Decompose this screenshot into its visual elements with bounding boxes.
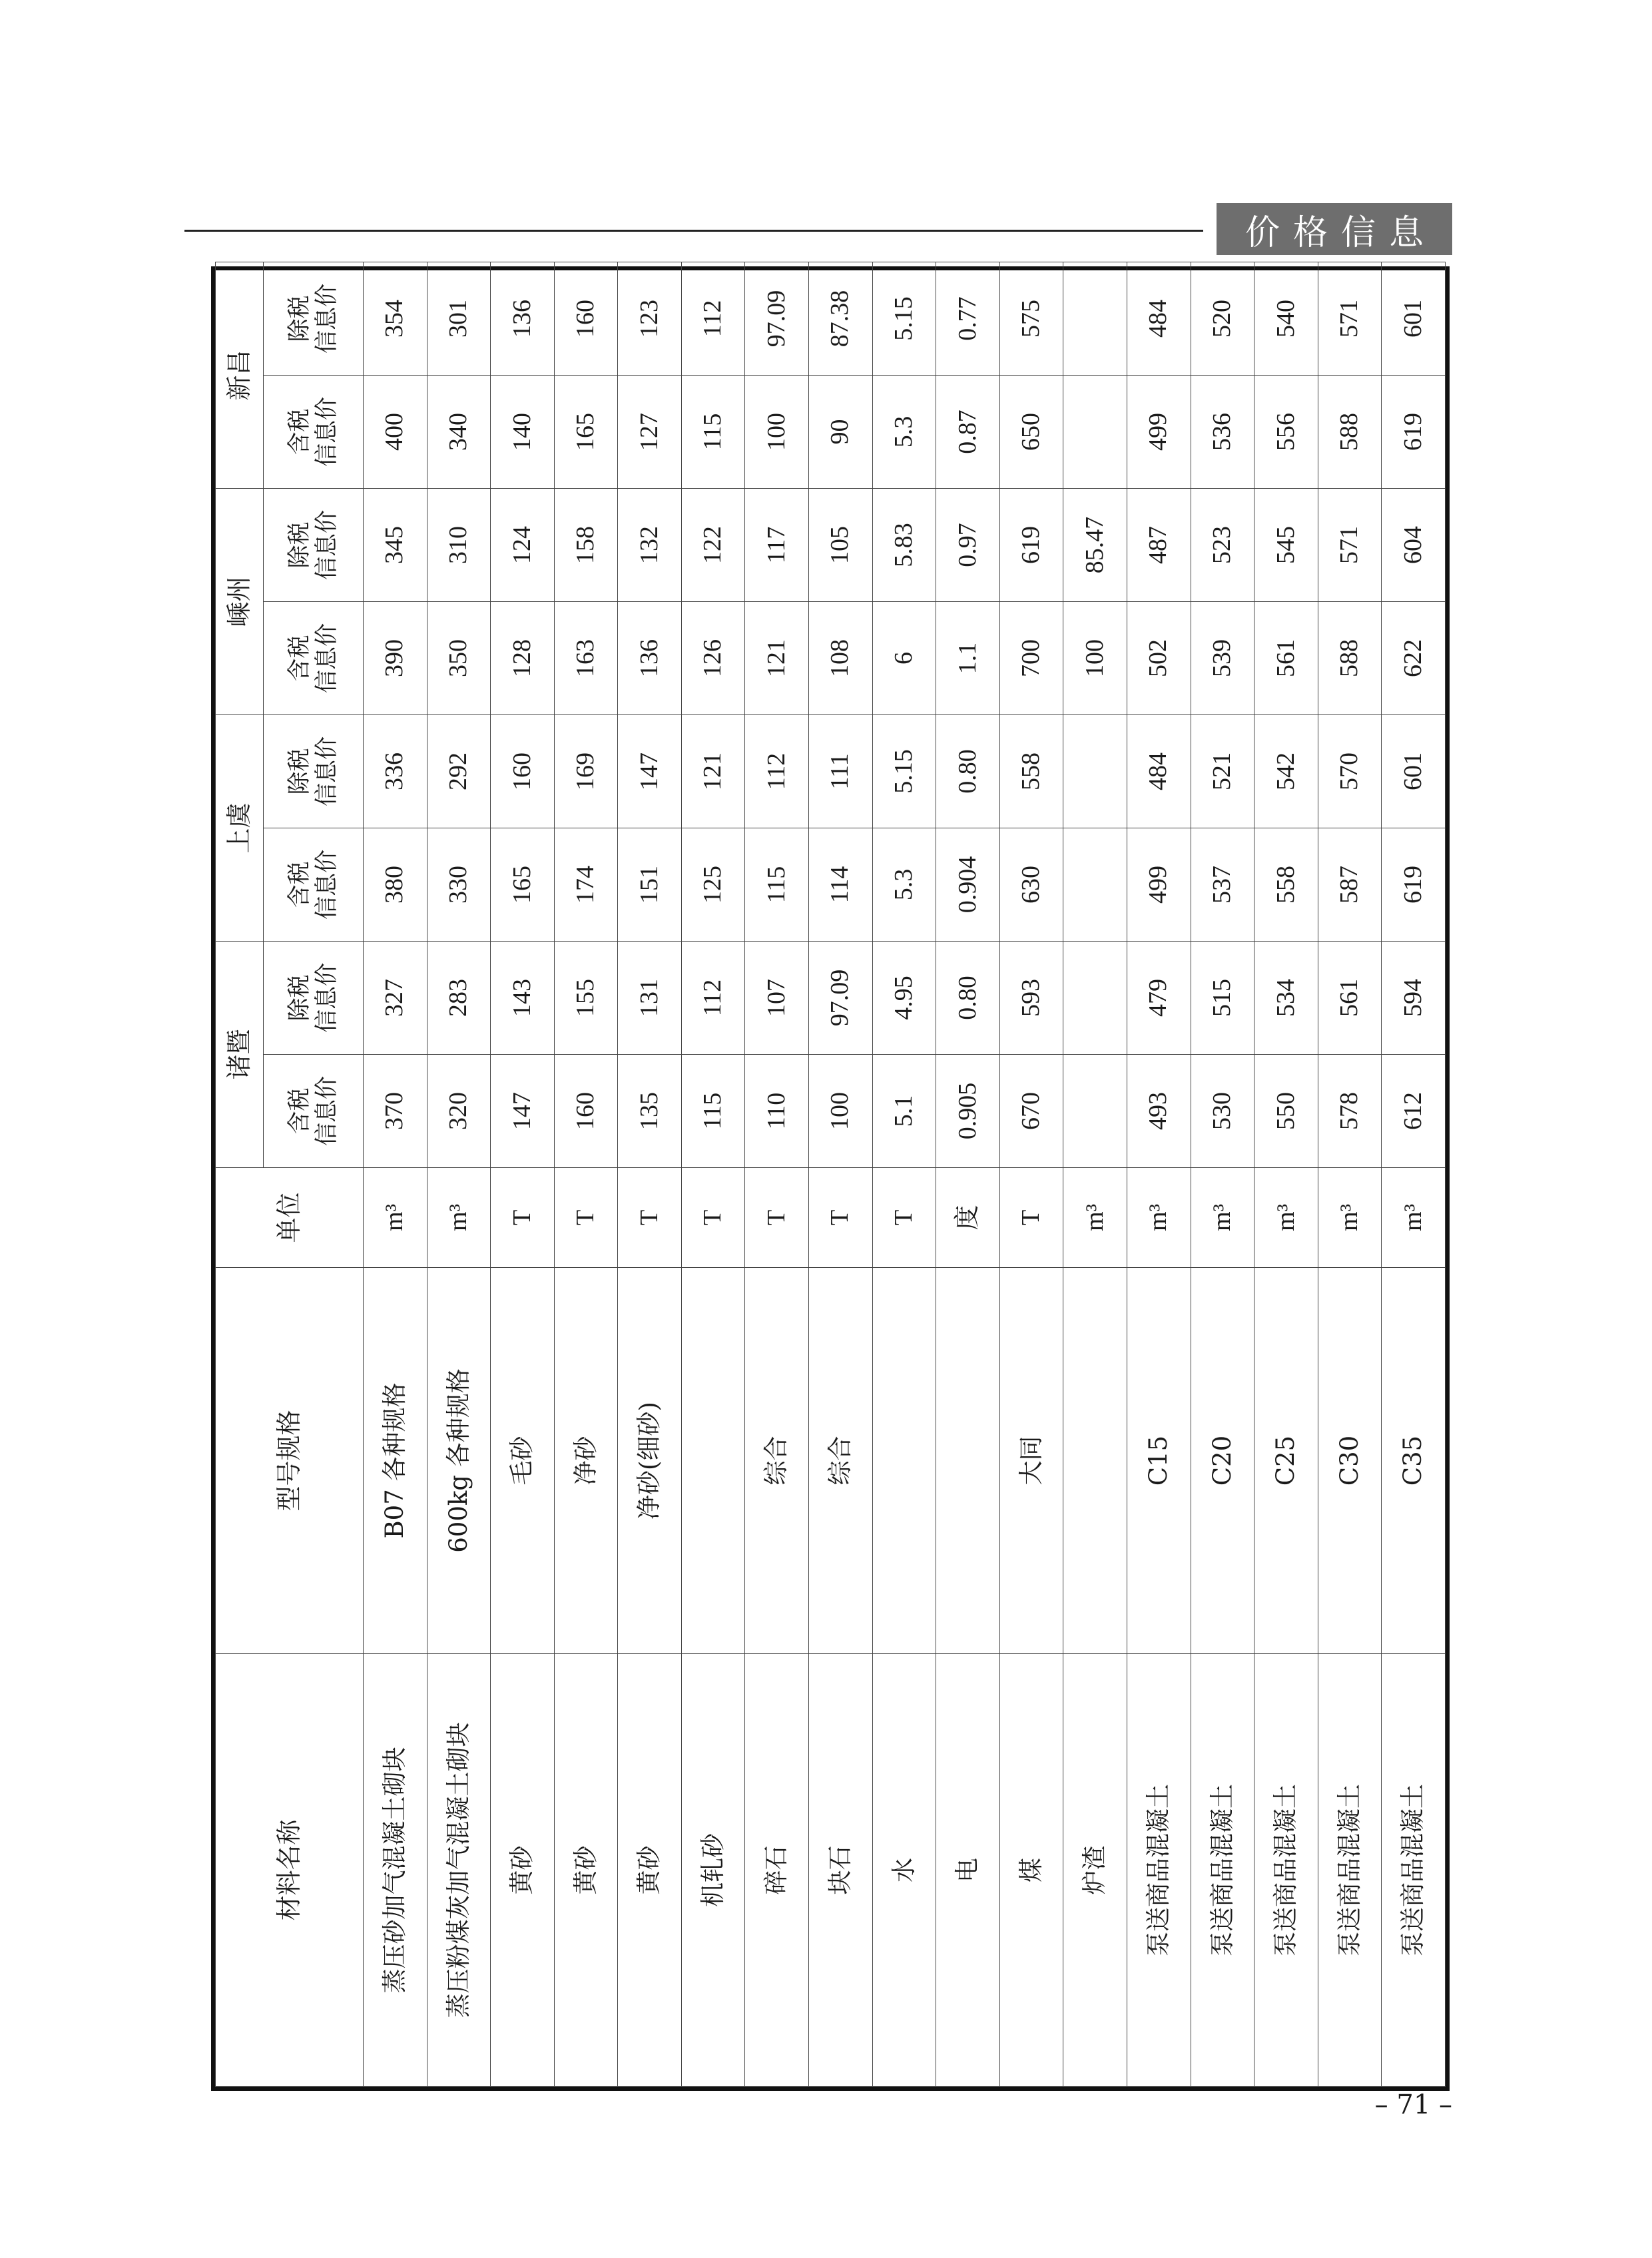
material-name-cell: 水 bbox=[872, 1654, 936, 2087]
page-number: – 71 – bbox=[1374, 2090, 1452, 2120]
price-tax-included-cell: 128 bbox=[491, 601, 555, 714]
spec-cell: 综合 bbox=[745, 1268, 809, 1654]
spec-cell: C25 bbox=[1254, 1268, 1318, 1654]
price-tax-included-cell: 100 bbox=[809, 1055, 873, 1168]
spec-cell bbox=[1063, 1268, 1127, 1654]
table-body bbox=[364, 262, 1446, 2086]
price-tax-included-cell: 125 bbox=[681, 828, 745, 941]
price-tax-included-cell: 588 bbox=[1318, 601, 1382, 714]
price-tax-included-cell: 114 bbox=[809, 828, 873, 941]
price-tax-included-cell: 110 bbox=[745, 1055, 809, 1168]
spec-cell: C30 bbox=[1318, 1268, 1382, 1654]
price-tax-included-cell: 650 bbox=[999, 375, 1063, 488]
price-tax-included-cell: 619 bbox=[1382, 828, 1446, 941]
table-row bbox=[491, 262, 555, 2086]
price-tax-excluded-cell: 147 bbox=[618, 714, 682, 828]
price-tax-excluded-cell: 169 bbox=[554, 714, 618, 828]
material-name-cell: 泵送商品混凝土 bbox=[1318, 1654, 1382, 2087]
table-row bbox=[618, 262, 682, 2086]
spec-cell: 600kg 各种规格 bbox=[427, 1268, 491, 1654]
table-row bbox=[809, 262, 873, 2086]
unit-cell: T bbox=[618, 1168, 682, 1268]
table-row bbox=[427, 262, 491, 2086]
price-tax-included-cell: 619 bbox=[1382, 375, 1446, 488]
price-tax-excluded-cell: 160 bbox=[491, 714, 555, 828]
material-name-cell: 泵送商品混凝土 bbox=[1191, 1654, 1254, 2087]
unit-cell: m³ bbox=[427, 1168, 491, 1268]
price-tax-included-cell: 100 bbox=[1063, 601, 1127, 714]
material-name-cell: 泵送商品混凝土 bbox=[1382, 1654, 1446, 2087]
price-tax-excluded-cell: 122 bbox=[681, 488, 745, 601]
table-row bbox=[364, 262, 427, 2086]
price-tax-included-cell: 147 bbox=[491, 1055, 555, 1168]
table-row bbox=[1254, 262, 1318, 2086]
unit-cell: T bbox=[872, 1168, 936, 1268]
price-tax-included-cell: 108 bbox=[809, 601, 873, 714]
header-material-name: 材料名称 bbox=[216, 1654, 364, 2087]
price-tax-excluded-cell: 155 bbox=[554, 941, 618, 1054]
unit-cell: m³ bbox=[1063, 1168, 1127, 1268]
price-tax-excluded-cell: 97.09 bbox=[745, 262, 809, 375]
price-tax-included-cell: 0.87 bbox=[936, 375, 1000, 488]
price-tax-excluded-cell: 0.80 bbox=[936, 941, 1000, 1054]
price-tax-excluded-cell: 310 bbox=[427, 488, 491, 601]
unit-cell: m³ bbox=[1318, 1168, 1382, 1268]
material-name-cell: 机轧砂 bbox=[681, 1654, 745, 2087]
header-region: 上虞 bbox=[216, 714, 264, 941]
price-tax-included-cell: 115 bbox=[681, 375, 745, 488]
price-tax-included-cell: 151 bbox=[618, 828, 682, 941]
price-tax-included-cell: 558 bbox=[1254, 828, 1318, 941]
price-tax-excluded-cell: 4.95 bbox=[872, 941, 936, 1054]
spec-cell: 毛砂 bbox=[491, 1268, 555, 1654]
price-tax-excluded-cell: 345 bbox=[364, 488, 427, 601]
price-tax-excluded-cell: 336 bbox=[364, 714, 427, 828]
price-tax-included-cell: 370 bbox=[364, 1055, 427, 1168]
price-tax-included-cell: 622 bbox=[1382, 601, 1446, 714]
unit-cell: T bbox=[745, 1168, 809, 1268]
header-unit: 单位 bbox=[216, 1168, 364, 1268]
price-tax-excluded-cell: 160 bbox=[554, 262, 618, 375]
price-tax-excluded-cell: 487 bbox=[1127, 488, 1191, 601]
header-tax-excluded: 除税 信息价 bbox=[264, 488, 364, 601]
unit-cell: m³ bbox=[1191, 1168, 1254, 1268]
price-tax-included-cell: 1.1 bbox=[936, 601, 1000, 714]
price-tax-excluded-cell: 292 bbox=[427, 714, 491, 828]
price-tax-excluded-cell: 112 bbox=[681, 262, 745, 375]
price-tax-excluded-cell: 604 bbox=[1382, 488, 1446, 601]
table-row bbox=[1382, 262, 1446, 2086]
unit-cell: T bbox=[999, 1168, 1063, 1268]
material-name-cell: 黄砂 bbox=[618, 1654, 682, 2087]
material-name-cell: 黄砂 bbox=[554, 1654, 618, 2087]
price-tax-excluded-cell: 571 bbox=[1318, 262, 1382, 375]
spec-cell: 大同 bbox=[999, 1268, 1063, 1654]
price-tax-included-cell: 390 bbox=[364, 601, 427, 714]
price-tax-excluded-cell: 111 bbox=[809, 714, 873, 828]
header-tax-excluded: 除税 信息价 bbox=[264, 941, 364, 1054]
price-tax-excluded-cell bbox=[1063, 941, 1127, 1054]
price-tax-excluded-cell: 484 bbox=[1127, 714, 1191, 828]
header-region: 新昌 bbox=[216, 262, 264, 488]
price-tax-excluded-cell: 107 bbox=[745, 941, 809, 1054]
price-tax-excluded-cell: 136 bbox=[491, 262, 555, 375]
price-tax-included-cell: 700 bbox=[999, 601, 1063, 714]
price-tax-included-cell bbox=[1063, 375, 1127, 488]
header-tax-included: 含税 信息价 bbox=[264, 1055, 364, 1168]
price-tax-included-cell bbox=[1063, 828, 1127, 941]
header-spec: 型号规格 bbox=[216, 1268, 364, 1654]
unit-cell: m³ bbox=[1127, 1168, 1191, 1268]
price-tax-excluded-cell: 327 bbox=[364, 941, 427, 1054]
price-tax-included-cell: 550 bbox=[1254, 1055, 1318, 1168]
spec-cell bbox=[936, 1268, 1000, 1654]
price-tax-excluded-cell: 520 bbox=[1191, 262, 1254, 375]
header-tax-excluded: 除税 信息价 bbox=[264, 262, 364, 375]
price-tax-excluded-cell: 0.97 bbox=[936, 488, 1000, 601]
table-row bbox=[999, 262, 1063, 2086]
price-tax-included-cell: 670 bbox=[999, 1055, 1063, 1168]
material-name-cell: 黄砂 bbox=[491, 1654, 555, 2087]
spec-cell bbox=[681, 1268, 745, 1654]
price-tax-excluded-cell: 601 bbox=[1382, 262, 1446, 375]
price-tax-excluded-cell: 121 bbox=[681, 714, 745, 828]
table-row bbox=[681, 262, 745, 2086]
table-row bbox=[1127, 262, 1191, 2086]
table-row bbox=[1318, 262, 1382, 2086]
price-tax-included-cell: 6 bbox=[872, 601, 936, 714]
price-tax-included-cell: 499 bbox=[1127, 828, 1191, 941]
price-tax-excluded-cell: 158 bbox=[554, 488, 618, 601]
spec-cell: 净砂(细砂) bbox=[618, 1268, 682, 1654]
header-rule bbox=[184, 230, 1203, 232]
price-tax-excluded-cell: 143 bbox=[491, 941, 555, 1054]
price-tax-excluded-cell: 0.80 bbox=[936, 714, 1000, 828]
price-tax-excluded-cell: 97.09 bbox=[809, 941, 873, 1054]
price-tax-included-cell: 493 bbox=[1127, 1055, 1191, 1168]
spec-cell bbox=[872, 1268, 936, 1654]
price-tax-included-cell: 126 bbox=[681, 601, 745, 714]
price-tax-excluded-cell: 123 bbox=[618, 262, 682, 375]
price-tax-excluded-cell: 117 bbox=[745, 488, 809, 601]
price-tax-included-cell: 0.905 bbox=[936, 1055, 1000, 1168]
table-row bbox=[1063, 262, 1127, 2086]
header-tax-included: 含税 信息价 bbox=[264, 828, 364, 941]
price-tax-excluded-cell: 593 bbox=[999, 941, 1063, 1054]
price-tax-included-cell: 163 bbox=[554, 601, 618, 714]
price-tax-included-cell: 340 bbox=[427, 375, 491, 488]
price-tax-included-cell: 121 bbox=[745, 601, 809, 714]
material-name-cell: 碎石 bbox=[745, 1654, 809, 2087]
price-tax-included-cell: 136 bbox=[618, 601, 682, 714]
price-tax-included-cell: 165 bbox=[554, 375, 618, 488]
price-tax-included-cell: 380 bbox=[364, 828, 427, 941]
price-tax-excluded-cell: 283 bbox=[427, 941, 491, 1054]
price-tax-included-cell: 537 bbox=[1191, 828, 1254, 941]
price-tax-excluded-cell: 570 bbox=[1318, 714, 1382, 828]
price-tax-excluded-cell: 515 bbox=[1191, 941, 1254, 1054]
header-tax-included: 含税 信息价 bbox=[264, 375, 364, 488]
price-tax-excluded-cell: 5.15 bbox=[872, 714, 936, 828]
unit-cell: T bbox=[554, 1168, 618, 1268]
price-tax-included-cell: 561 bbox=[1254, 601, 1318, 714]
material-name-cell: 蒸压粉煤灰加气混凝土砌块 bbox=[427, 1654, 491, 2087]
price-tax-excluded-cell: 0.77 bbox=[936, 262, 1000, 375]
price-tax-included-cell: 165 bbox=[491, 828, 555, 941]
material-name-cell: 煤 bbox=[999, 1654, 1063, 2087]
material-name-cell: 块石 bbox=[809, 1654, 873, 2087]
price-tax-excluded-cell: 87.38 bbox=[809, 262, 873, 375]
unit-cell: T bbox=[809, 1168, 873, 1268]
price-tax-excluded-cell: 354 bbox=[364, 262, 427, 375]
price-tax-excluded-cell: 594 bbox=[1382, 941, 1446, 1054]
price-tax-excluded-cell: 124 bbox=[491, 488, 555, 601]
price-tax-excluded-cell: 112 bbox=[681, 941, 745, 1054]
price-tax-excluded-cell: 540 bbox=[1254, 262, 1318, 375]
table-row bbox=[1191, 262, 1254, 2086]
price-tax-excluded-cell: 112 bbox=[745, 714, 809, 828]
header-tax-excluded: 除税 信息价 bbox=[264, 714, 364, 828]
material-name-cell: 泵送商品混凝土 bbox=[1127, 1654, 1191, 2087]
spec-cell: B07 各种规格 bbox=[364, 1268, 427, 1654]
price-tax-excluded-cell bbox=[1063, 714, 1127, 828]
spec-cell: 综合 bbox=[809, 1268, 873, 1654]
material-name-cell: 炉渣 bbox=[1063, 1654, 1127, 2087]
header-region: 嵊州 bbox=[216, 488, 264, 714]
price-tax-included-cell: 502 bbox=[1127, 601, 1191, 714]
price-tax-included-cell: 536 bbox=[1191, 375, 1254, 488]
price-tax-included-cell: 0.904 bbox=[936, 828, 1000, 941]
price-tax-included-cell: 174 bbox=[554, 828, 618, 941]
price-tax-excluded-cell: 561 bbox=[1318, 941, 1382, 1054]
price-tax-included-cell: 612 bbox=[1382, 1055, 1446, 1168]
price-tax-included-cell: 578 bbox=[1318, 1055, 1382, 1168]
price-tax-excluded-cell: 85.47 bbox=[1063, 488, 1127, 601]
price-tax-included-cell: 588 bbox=[1318, 375, 1382, 488]
price-tax-included-cell: 115 bbox=[745, 828, 809, 941]
unit-cell: T bbox=[681, 1168, 745, 1268]
price-tax-included-cell: 556 bbox=[1254, 375, 1318, 488]
price-tax-excluded-cell: 521 bbox=[1191, 714, 1254, 828]
price-tax-included-cell: 330 bbox=[427, 828, 491, 941]
price-table bbox=[215, 262, 1446, 2087]
price-tax-excluded-cell: 619 bbox=[999, 488, 1063, 601]
price-tax-included-cell: 539 bbox=[1191, 601, 1254, 714]
price-tax-included-cell: 127 bbox=[618, 375, 682, 488]
spec-cell: 净砂 bbox=[554, 1268, 618, 1654]
price-tax-included-cell: 587 bbox=[1318, 828, 1382, 941]
price-tax-excluded-cell: 132 bbox=[618, 488, 682, 601]
unit-cell: m³ bbox=[1254, 1168, 1318, 1268]
price-tax-excluded-cell: 5.83 bbox=[872, 488, 936, 601]
price-tax-included-cell: 350 bbox=[427, 601, 491, 714]
price-tax-excluded-cell: 5.15 bbox=[872, 262, 936, 375]
price-tax-excluded-cell: 575 bbox=[999, 262, 1063, 375]
price-tax-included-cell: 90 bbox=[809, 375, 873, 488]
price-tax-included-cell: 5.1 bbox=[872, 1055, 936, 1168]
price-tax-excluded-cell bbox=[1063, 262, 1127, 375]
spec-cell: C20 bbox=[1191, 1268, 1254, 1654]
price-tax-excluded-cell: 301 bbox=[427, 262, 491, 375]
price-tax-excluded-cell: 534 bbox=[1254, 941, 1318, 1054]
price-tax-included-cell: 135 bbox=[618, 1055, 682, 1168]
price-tax-included-cell: 630 bbox=[999, 828, 1063, 941]
price-tax-included-cell: 320 bbox=[427, 1055, 491, 1168]
price-tax-excluded-cell: 542 bbox=[1254, 714, 1318, 828]
price-tax-included-cell: 140 bbox=[491, 375, 555, 488]
price-tax-excluded-cell: 105 bbox=[809, 488, 873, 601]
material-name-cell: 电 bbox=[936, 1654, 1000, 2087]
price-tax-included-cell: 100 bbox=[745, 375, 809, 488]
price-tax-excluded-cell: 131 bbox=[618, 941, 682, 1054]
price-tax-included-cell: 115 bbox=[681, 1055, 745, 1168]
price-tax-included-cell: 5.3 bbox=[872, 375, 936, 488]
table-row bbox=[936, 262, 1000, 2086]
price-tax-included-cell: 400 bbox=[364, 375, 427, 488]
price-tax-included-cell: 5.3 bbox=[872, 828, 936, 941]
price-table-container bbox=[211, 266, 1450, 2091]
price-tax-included-cell: 530 bbox=[1191, 1055, 1254, 1168]
price-tax-included-cell bbox=[1063, 1055, 1127, 1168]
table-row bbox=[872, 262, 936, 2086]
price-tax-excluded-cell: 479 bbox=[1127, 941, 1191, 1054]
table-row bbox=[745, 262, 809, 2086]
price-tax-included-cell: 160 bbox=[554, 1055, 618, 1168]
header-region: 诸暨 bbox=[216, 941, 264, 1167]
price-tax-included-cell: 499 bbox=[1127, 375, 1191, 488]
price-tax-excluded-cell: 571 bbox=[1318, 488, 1382, 601]
unit-cell: T bbox=[491, 1168, 555, 1268]
section-title-badge: 价格信息 bbox=[1217, 203, 1452, 255]
material-name-cell: 蒸压砂加气混凝土砌块 bbox=[364, 1654, 427, 2087]
table-row bbox=[554, 262, 618, 2086]
header-tax-included: 含税 信息价 bbox=[264, 601, 364, 714]
spec-cell: C15 bbox=[1127, 1268, 1191, 1654]
spec-cell: C35 bbox=[1382, 1268, 1446, 1654]
price-tax-excluded-cell: 545 bbox=[1254, 488, 1318, 601]
price-tax-excluded-cell: 484 bbox=[1127, 262, 1191, 375]
unit-cell: 度 bbox=[936, 1168, 1000, 1268]
price-tax-excluded-cell: 558 bbox=[999, 714, 1063, 828]
unit-cell: m³ bbox=[1382, 1168, 1446, 1268]
material-name-cell: 泵送商品混凝土 bbox=[1254, 1654, 1318, 2087]
unit-cell: m³ bbox=[364, 1168, 427, 1268]
price-tax-excluded-cell: 523 bbox=[1191, 488, 1254, 601]
price-tax-excluded-cell: 601 bbox=[1382, 714, 1446, 828]
